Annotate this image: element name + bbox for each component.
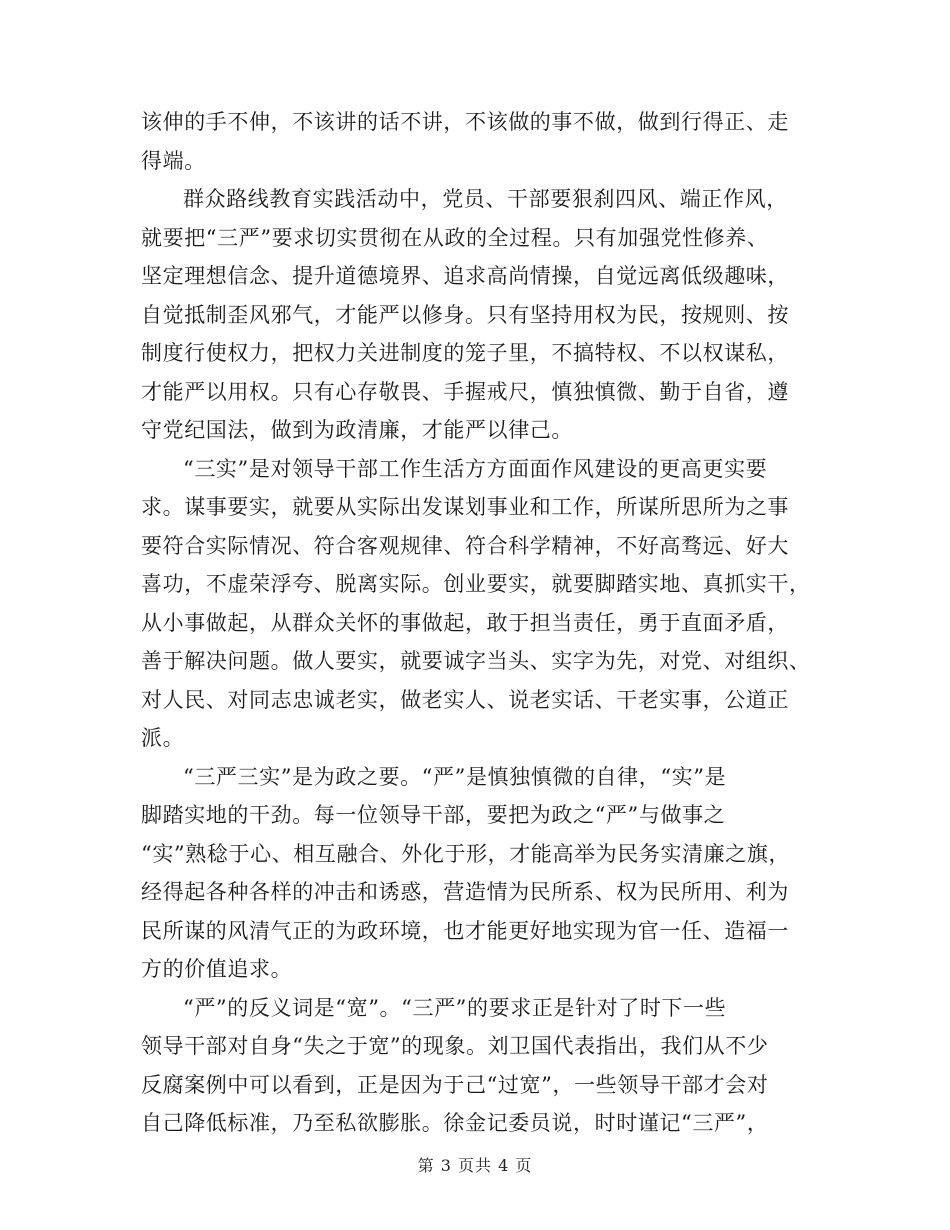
text-line: 方的价值追求。 — [141, 957, 293, 981]
text-line: 该伸的手不伸，不该讲的话不讲，不该做的事不做，做到行得正、走 — [141, 110, 789, 134]
text-line: 领导干部对自身“失之于宽”的现象。刘卫国代表指出，我们从不少 — [141, 1034, 769, 1058]
paragraph — [141, 103, 813, 180]
text-line: 喜功，不虚荣浮夸、脱离实际。创业要实，就要脚踏实地、真抓实干， — [141, 572, 811, 596]
text-line: 自己降低标准，乃至私欲膨胀。徐金记委员说，时时谨记“三严”， — [141, 1111, 769, 1135]
text-line: 才能严以用权。只有心存敬畏、手握戒尺，慎独慎微、勤于自省，遵 — [141, 379, 789, 404]
text-line: 民所谋的风清气正的为政环境，也才能更好地实现为官一任、造福一 — [141, 918, 789, 943]
paragraph — [141, 180, 813, 450]
paragraph — [141, 450, 813, 758]
text-line: 反腐案例中可以看到，正是因为于己“过宽”，一些领导干部才会对 — [141, 1072, 769, 1097]
text-line: “实”熟稔于心、相互融合、外化于形，才能高举为民务实清廉之旗， — [141, 841, 791, 866]
text-line: 派。 — [141, 726, 185, 750]
text-line: 要符合实际情况、符合客观规律、符合科学精神，不好高骛远、好大 — [141, 533, 789, 558]
page-number-footer: 第 3 页共 4 页 — [417, 1156, 533, 1175]
text-line: 脚踏实地的干劲。每一位领导干部，要把为政之“严”与做事之 — [141, 803, 726, 827]
text-line: 得端。 — [141, 148, 206, 173]
text-line: 自觉抵制歪风邪气，才能严以修身。只有坚持用权为民，按规则、按 — [141, 302, 789, 327]
text-line: 经得起各种各样的冲击和诱惑，营造情为民所系、权为民所用、利为 — [141, 880, 789, 904]
text-line: “严”的反义词是“宽”。“三严”的要求正是针对了时下一些 — [183, 995, 727, 1020]
text-line: 守党纪国法，做到为政清廉，才能严以律己。 — [141, 418, 573, 442]
text-line: 群众路线教育实践活动中，党员、干部要狠刹四风、端正作风， — [183, 187, 788, 211]
document-body — [141, 103, 813, 1143]
paragraph — [141, 989, 813, 1143]
text-line: 制度行使权力，把权力关进制度的笼子里，不搞特权、不以权谋私， — [141, 341, 789, 365]
text-line: 坚定理想信念、提升道德境界、追求高尚情操，自觉远离低级趣味， — [141, 264, 789, 288]
text-line: 求。谋事要实，就要从实际出发谋划事业和工作，所谋所思所为之事 — [141, 495, 789, 519]
text-line: 从小事做起，从群众关怀的事做起，敢于担当责任，勇于直面矛盾， — [141, 610, 789, 635]
text-line: “三实”是对领导干部工作生活方方面面作风建设的更高更实要 — [183, 456, 768, 481]
text-line: “三严三实”是为政之要。“严”是慎独慎微的自律，“实”是 — [183, 764, 727, 789]
text-line: 就要把“三严”要求切实贯彻在从政的全过程。只有加强党性修养、 — [141, 225, 769, 250]
text-line: 对人民、对同志忠诚老实，做老实人、说老实话、干老实事，公道正 — [141, 687, 789, 712]
text-line: 善于解决问题。做人要实，就要诚字当头、实字为先，对党、对组织、 — [141, 649, 811, 673]
paragraph — [141, 758, 813, 989]
